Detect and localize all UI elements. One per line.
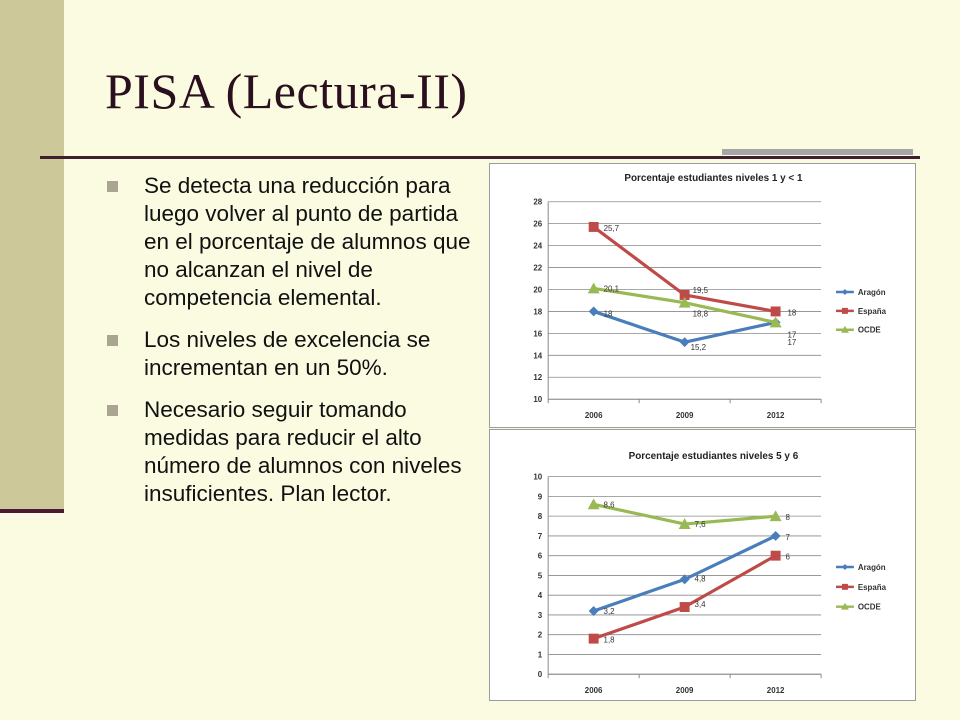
x-tick-label: 2012 [766,411,785,421]
chart-title: Porcentaje estudiantes niveles 1 y < 1 [624,172,803,184]
ocde-data-label: 17 [787,338,797,348]
bullet-list [104,172,489,522]
square-bullet-icon [107,181,118,192]
aragon-data-label: 4,8 [694,574,706,584]
aragon-data-label: 7 [785,532,790,542]
y-tick-label: 22 [533,263,543,273]
espana-data-label: 1,8 [603,635,615,645]
aragon-legend-label: Aragón [857,288,886,298]
y-tick-label: 12 [533,373,543,383]
aragon-legend-label: Aragón [857,562,886,572]
x-tick-label: 2009 [675,686,694,696]
espana-data-label: 18 [787,308,797,318]
y-tick-label: 26 [533,219,543,229]
y-tick-label: 18 [533,307,543,317]
y-tick-label: 5 [537,571,543,581]
espana-marker [589,634,599,644]
aragon-marker [771,531,781,541]
espana-data-label: 25,7 [603,223,620,233]
ocde-data-label: 7,6 [694,520,706,530]
bullet-item [104,172,489,312]
espana-legend-label: España [857,582,887,592]
aragon-series-line [594,536,776,611]
y-tick-label: 14 [533,351,543,361]
bullet-item [104,396,489,508]
chart-levels-5-6 [489,429,916,701]
y-tick-label: 10 [533,395,543,405]
y-tick-label: 7 [537,531,543,541]
espana-marker [589,222,599,232]
title-divider-accent [722,149,913,155]
chart-svg [490,430,915,700]
aragon-legend-marker [842,564,848,570]
y-tick-label: 24 [533,241,543,251]
y-tick-label: 20 [533,285,543,295]
aragon-marker [589,306,599,316]
y-tick-label: 8 [537,512,543,522]
y-tick-label: 16 [533,329,543,339]
aragon-data-label: 3,2 [603,606,615,616]
square-bullet-icon [107,405,118,416]
decorative-side-band-line [0,509,64,513]
aragon-marker [589,606,599,616]
decorative-side-band [0,0,64,512]
bullet-item [104,326,489,382]
ocde-legend-label: OCDE [857,325,881,335]
title-divider [40,156,920,159]
espana-legend-label: España [857,306,887,316]
espana-data-label: 6 [785,552,790,562]
y-tick-label: 1 [537,650,543,660]
x-tick-label: 2006 [584,411,603,421]
aragon-data-label: 17 [787,330,797,340]
y-tick-label: 28 [533,197,543,207]
espana-data-label: 19,5 [692,285,708,295]
y-tick-label: 0 [537,670,543,680]
bullet-text: Se detecta una reducción para luego volver al punto de partida en el porcentaje de alumnos que no alcanzan el nivel de competencia elemental. [144,173,471,310]
chart-title: Porcentaje estudiantes niveles 5 y 6 [628,450,799,462]
y-tick-label: 2 [537,630,543,640]
bullet-text: Necesario seguir tomando medidas para reducir el alto número de alumnos con niveles insuficientes. Plan lector. [144,397,462,506]
espana-marker [771,306,781,316]
ocde-data-label: 8 [785,513,790,523]
ocde-legend-label: OCDE [857,602,881,612]
ocde-data-label: 18,8 [692,309,708,319]
chart-svg [490,164,915,427]
espana-legend-marker [842,584,848,590]
espana-data-label: 3,4 [694,600,706,610]
x-tick-label: 2009 [675,411,694,421]
espana-marker [771,551,781,561]
x-tick-label: 2006 [584,686,603,696]
bullet-text: Los niveles de excelencia se incrementan en un 50%. [144,327,431,380]
aragon-legend-marker [842,289,848,295]
ocde-data-label: 20,1 [603,284,620,294]
slide-title: PISA (Lectura-II) [105,63,468,119]
aragon-marker [680,337,690,347]
espana-series-line [594,556,776,639]
aragon-data-label: 15,2 [690,343,707,353]
y-tick-label: 3 [537,610,543,620]
espana-legend-marker [842,308,848,314]
ocde-data-label: 8,6 [603,500,615,510]
y-tick-label: 10 [533,472,543,482]
aragon-data-label: 18 [603,309,613,319]
espana-marker [680,602,690,612]
square-bullet-icon [107,335,118,346]
y-tick-label: 4 [537,591,543,601]
aragon-marker [680,574,690,584]
y-tick-label: 6 [537,551,543,561]
x-tick-label: 2012 [766,686,785,696]
y-tick-label: 9 [537,492,543,502]
chart-levels-1-below-1 [489,163,916,428]
